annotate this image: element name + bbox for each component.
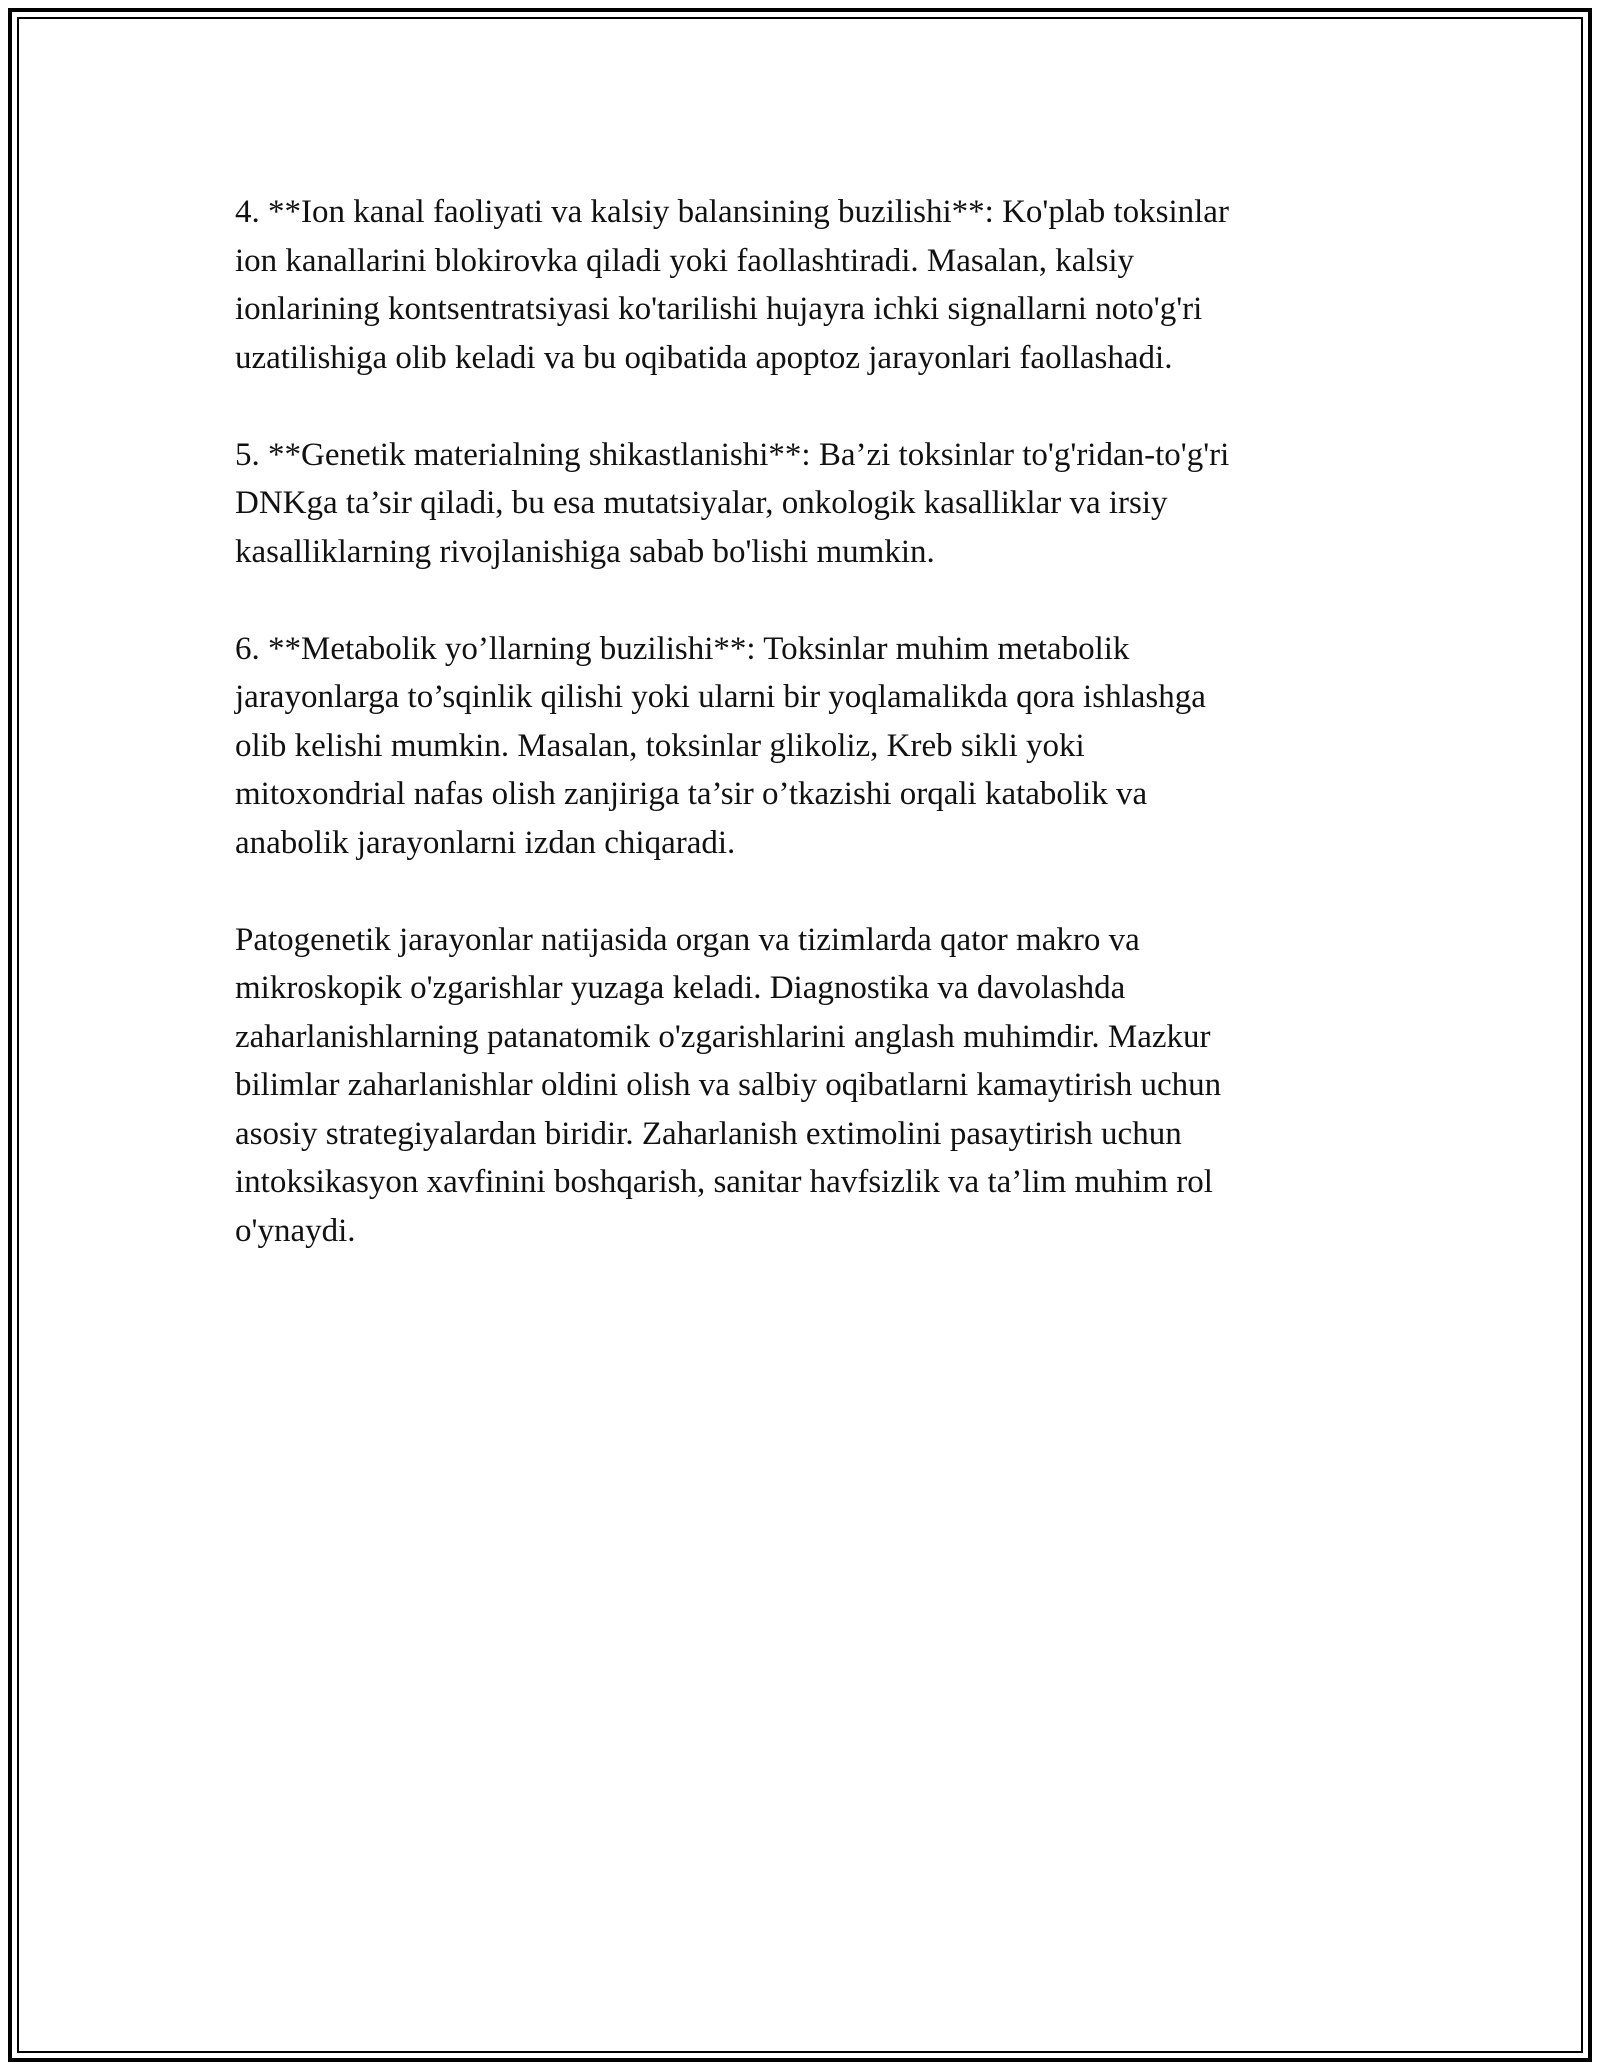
text-line: kasalliklarning rivojlanishiga sabab bo'lishi mumkin. — [235, 533, 935, 570]
text-line: 6. **Metabolik yo’llarning buzilishi**: Toksinlar muhim metabolik — [235, 630, 1130, 667]
text-line: anabolik jarayonlarni izdan chiqaradi. — [235, 824, 736, 861]
document-body — [235, 188, 1355, 1304]
paragraph-genetic-damage — [235, 431, 1355, 577]
text-line: mikroskopik o'zgarishlar yuzaga keladi. Diagnostika va davolashda — [235, 970, 1126, 1006]
text-line: ion kanallarini blokirovka qiladi yoki faollashtiradi. Masalan, kalsiy — [235, 242, 1135, 279]
text-line: jarayonlarga to’sqinlik qilishi yoki ularni bir yoqlamalikda qora ishlashga — [235, 679, 1206, 715]
paragraph-ion-channels — [235, 188, 1355, 382]
text-line: uzatilishiga olib keladi va bu oqibatida apoptoz jarayonlari faollashadi. — [235, 339, 1173, 376]
text-line: o'ynaydi. — [235, 1212, 356, 1249]
text-line: mitoxondrial nafas olish zanjiriga ta’sir o’tkazishi orqali katabolik va — [235, 776, 1148, 812]
text-line: asosiy strategiyalardan biridir. Zaharlanish extimolini pasaytirish uchun — [235, 1115, 1182, 1152]
text-line: zaharlanishlarning patanatomik o'zgarishlarini anglash muhimdir. Mazkur — [235, 1018, 1211, 1055]
text-line: olib kelishi mumkin. Masalan, toksinlar glikoliz, Kreb sikli yoki — [235, 727, 1085, 764]
paragraph-pathogenetic-summary — [235, 916, 1355, 1256]
text-line: bilimlar zaharlanishlar oldini olish va salbiy oqibatlarni kamaytirish uchun — [235, 1067, 1222, 1103]
text-line: intoksikasyon xavfinini boshqarish, sanitar havfsizlik va ta’lim muhim rol — [235, 1164, 1213, 1200]
text-line: DNKga ta’sir qiladi, bu esa mutatsiyalar, onkologik kasalliklar va irsiy — [235, 485, 1168, 521]
paragraph-metabolic-pathways — [235, 625, 1355, 868]
text-line: ionlarining kontsentratsiyasi ko'tarilishi hujayra ichki signallarni noto'g'ri — [235, 291, 1203, 327]
text-line: Patogenetik jarayonlar natijasida organ va tizimlarda qator makro va — [235, 921, 1140, 958]
text-line: 5. **Genetik materialning shikastlanishi**: Ba’zi toksinlar to'g'ridan-to'g'ri — [235, 436, 1230, 473]
text-line: 4. **Ion kanal faoliyati va kalsiy balansining buzilishi**: Ko'plab toksinlar — [235, 194, 1229, 230]
